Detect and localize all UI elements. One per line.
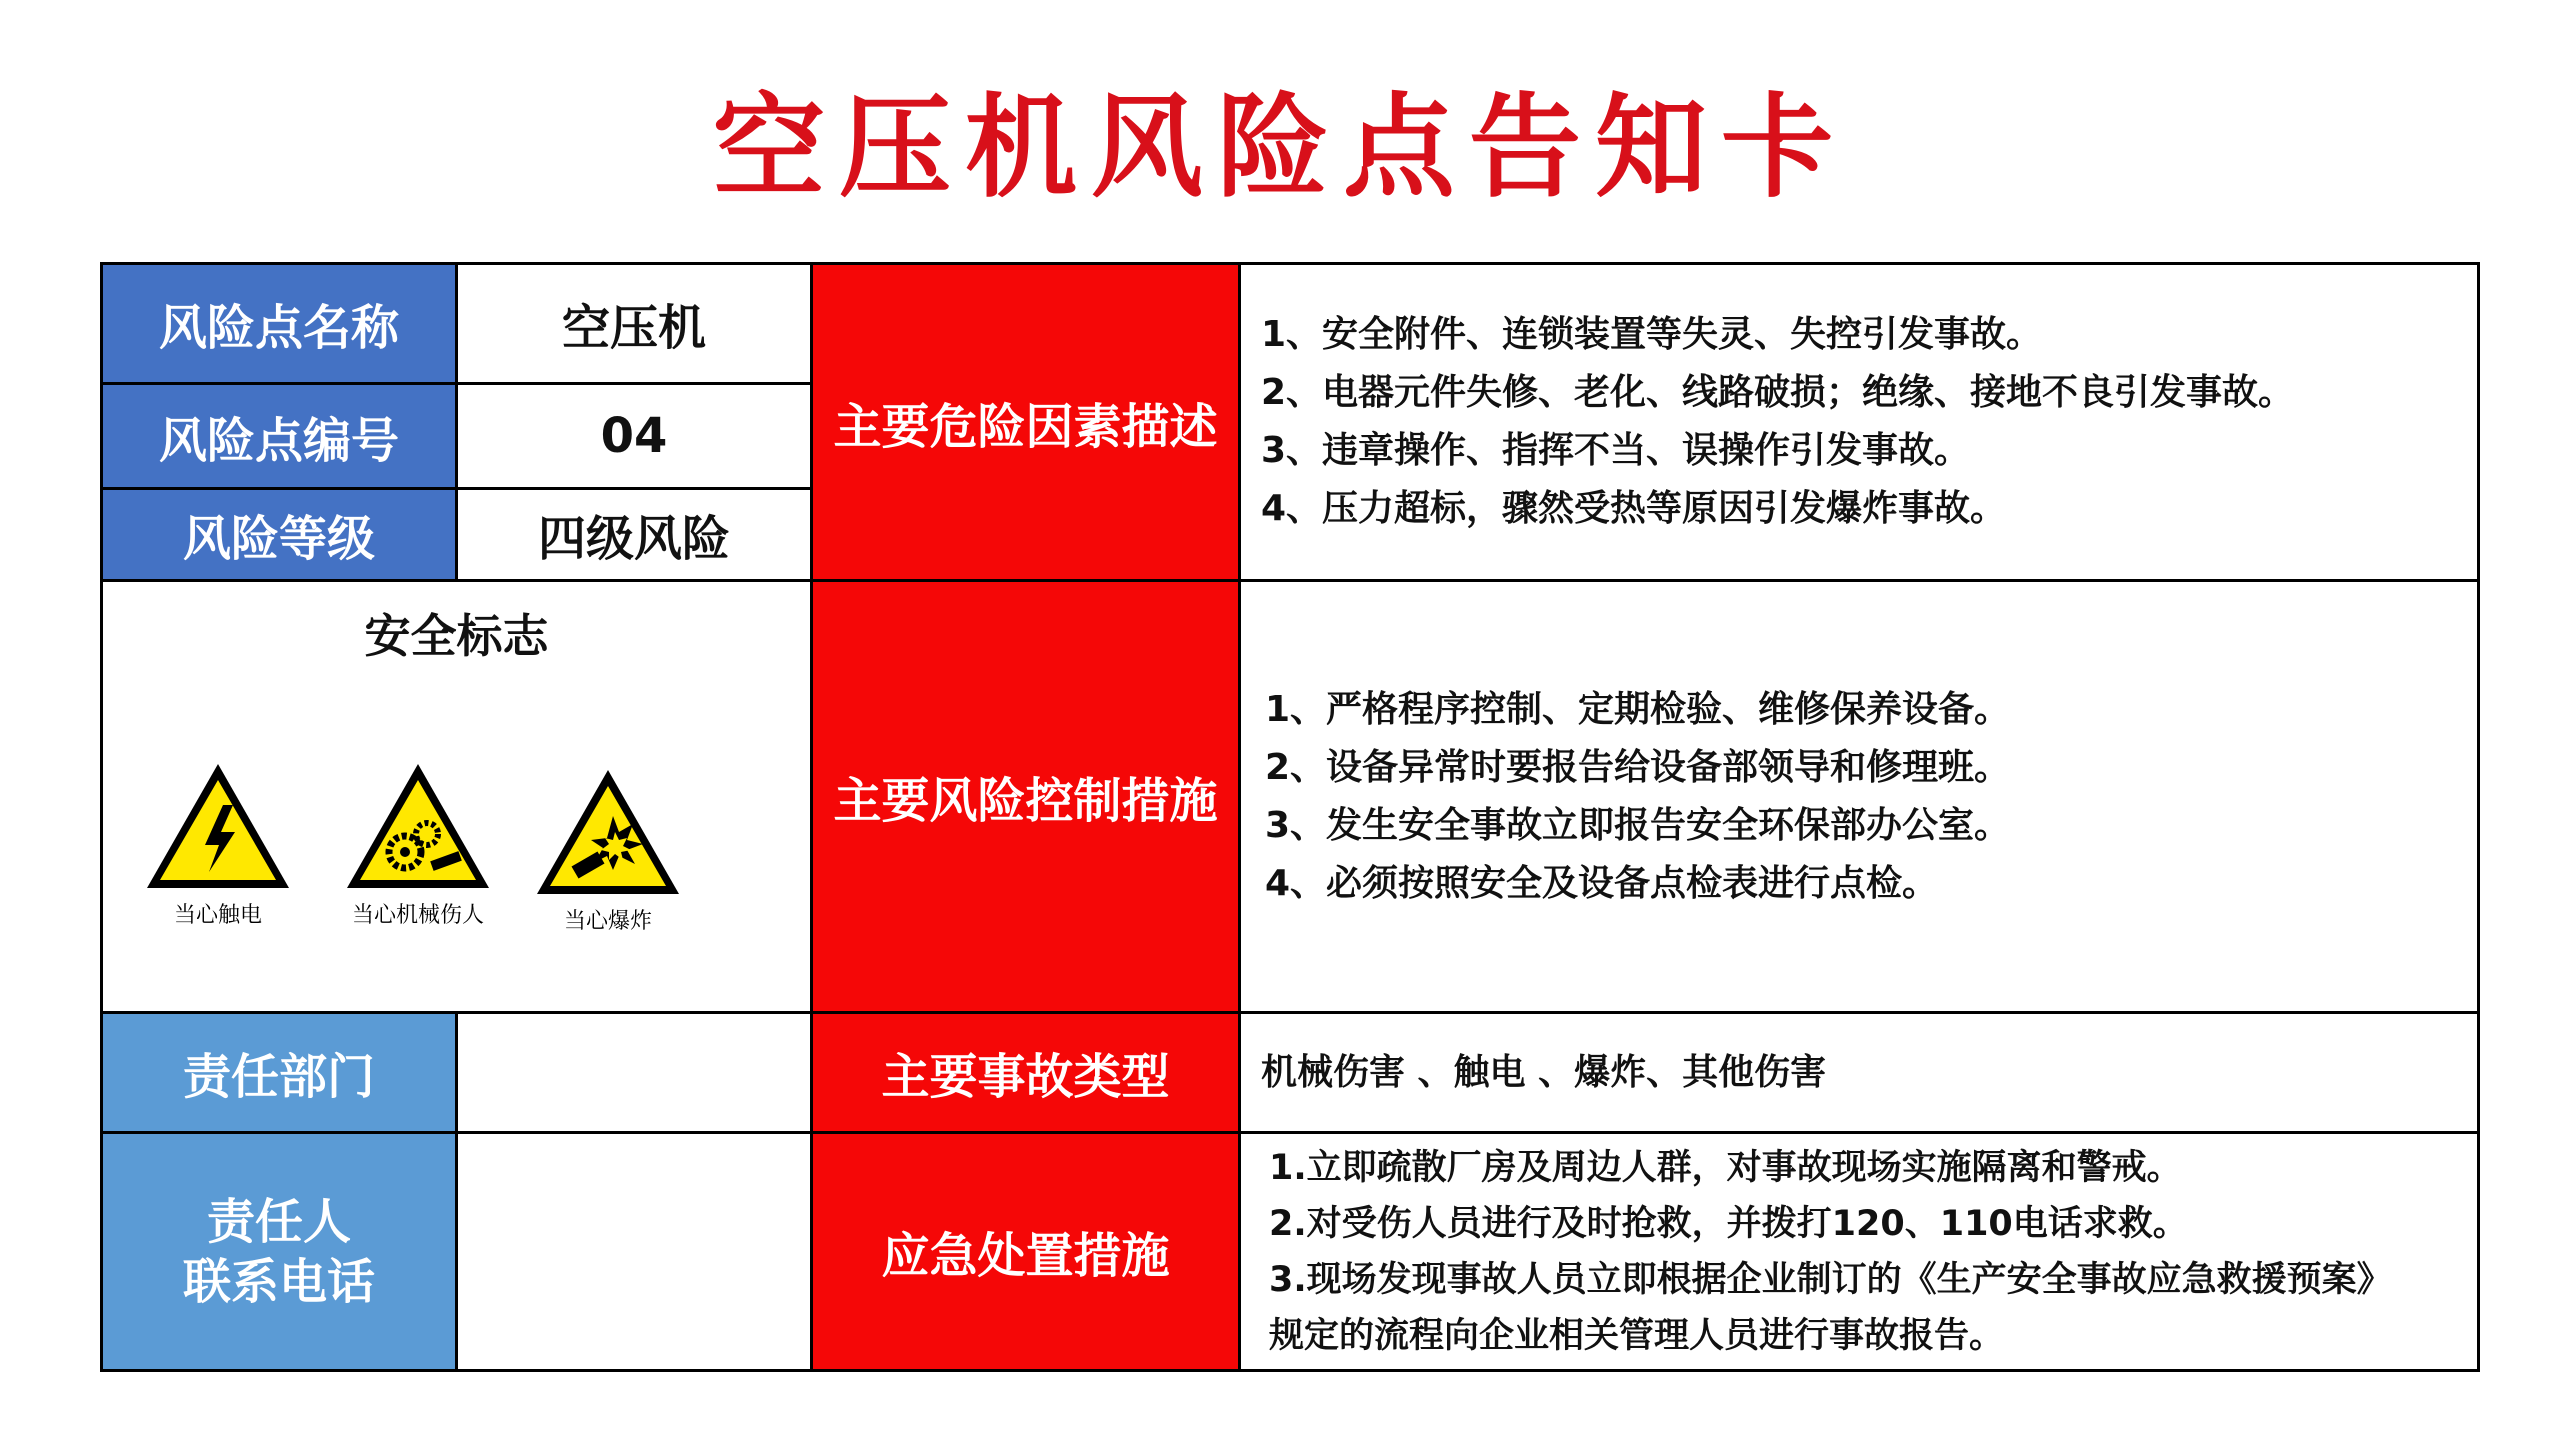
hazard-item: 3、违章操作、指挥不当、误操作引发事故。	[1261, 430, 1971, 471]
emergency-item: 规定的流程向企业相关管理人员进行事故报告。	[1269, 1315, 2005, 1356]
responsible-person-value	[458, 1134, 813, 1369]
safety-signs-panel	[103, 582, 813, 1014]
sign-explosion	[533, 766, 683, 935]
page-title: 空压机风险点告知卡	[713, 83, 1847, 213]
department-value	[458, 1014, 813, 1134]
emergency-label: 应急处置措施	[813, 1134, 1241, 1369]
risk-level-label: 风险等级	[103, 490, 458, 582]
risk-name-label: 风险点名称	[103, 265, 458, 385]
sign-label: 当心机械伤人	[351, 903, 484, 928]
control-item: 4、必须按照安全及设备点检表进行点检。	[1265, 862, 1939, 904]
control-item: 1、严格程序控制、定期检验、维修保养设备。	[1265, 688, 2011, 730]
accident-types-value: 机械伤害 、触电 、爆炸、其他伤害	[1241, 1014, 2480, 1134]
machine-injury-warning-icon	[343, 760, 493, 892]
sign-machine-injury	[323, 760, 513, 929]
controls-label: 主要风险控制措施	[813, 582, 1241, 1014]
responsible-person-label-line2: 联系电话	[182, 1253, 375, 1310]
sign-label: 当心触电	[173, 903, 262, 928]
hazards-list	[1241, 265, 2480, 582]
risk-name-value: 空压机	[458, 265, 813, 385]
explosion-warning-icon	[533, 766, 683, 898]
hazard-item: 2、电器元件失修、老化、线路破损；绝缘、接地不良引发事故。	[1261, 372, 2295, 413]
control-item: 3、发生安全事故立即报告安全环保部办公室。	[1265, 804, 2011, 846]
responsible-person-label	[103, 1134, 458, 1369]
emergency-list	[1241, 1134, 2480, 1369]
electric-shock-warning-icon	[143, 760, 293, 892]
hazards-label: 主要危险因素描述	[813, 265, 1241, 582]
safety-signs-title: 安全标志	[364, 609, 549, 663]
controls-list	[1241, 582, 2480, 1014]
risk-code-label: 风险点编号	[103, 385, 458, 490]
responsible-person-label-line1: 责任人	[206, 1193, 351, 1250]
sign-label: 当心爆炸	[563, 909, 652, 934]
risk-level-value: 四级风险	[458, 490, 813, 582]
sign-electric-shock	[143, 760, 293, 929]
emergency-item: 1.立即疏散厂房及周边人群，对事故现场实施隔离和警戒。	[1269, 1147, 2182, 1188]
risk-code-value: 04	[458, 385, 813, 490]
control-item: 2、设备异常时要报告给设备部领导和修理班。	[1265, 746, 2011, 788]
risk-card	[100, 262, 2480, 1372]
emergency-item: 2.对受伤人员进行及时抢救，并拨打120、110电话求救。	[1269, 1203, 2188, 1244]
hazard-item: 1、安全附件、连锁装置等失灵、失控引发事故。	[1261, 314, 2043, 355]
hazard-item: 4、压力超标，骤然受热等原因引发爆炸事故。	[1261, 488, 2007, 529]
accident-types-label: 主要事故类型	[813, 1014, 1241, 1134]
department-label: 责任部门	[103, 1014, 458, 1134]
emergency-item: 3.现场发现事故人员立即根据企业制订的《生产安全事故应急救援预案》	[1269, 1259, 2392, 1300]
